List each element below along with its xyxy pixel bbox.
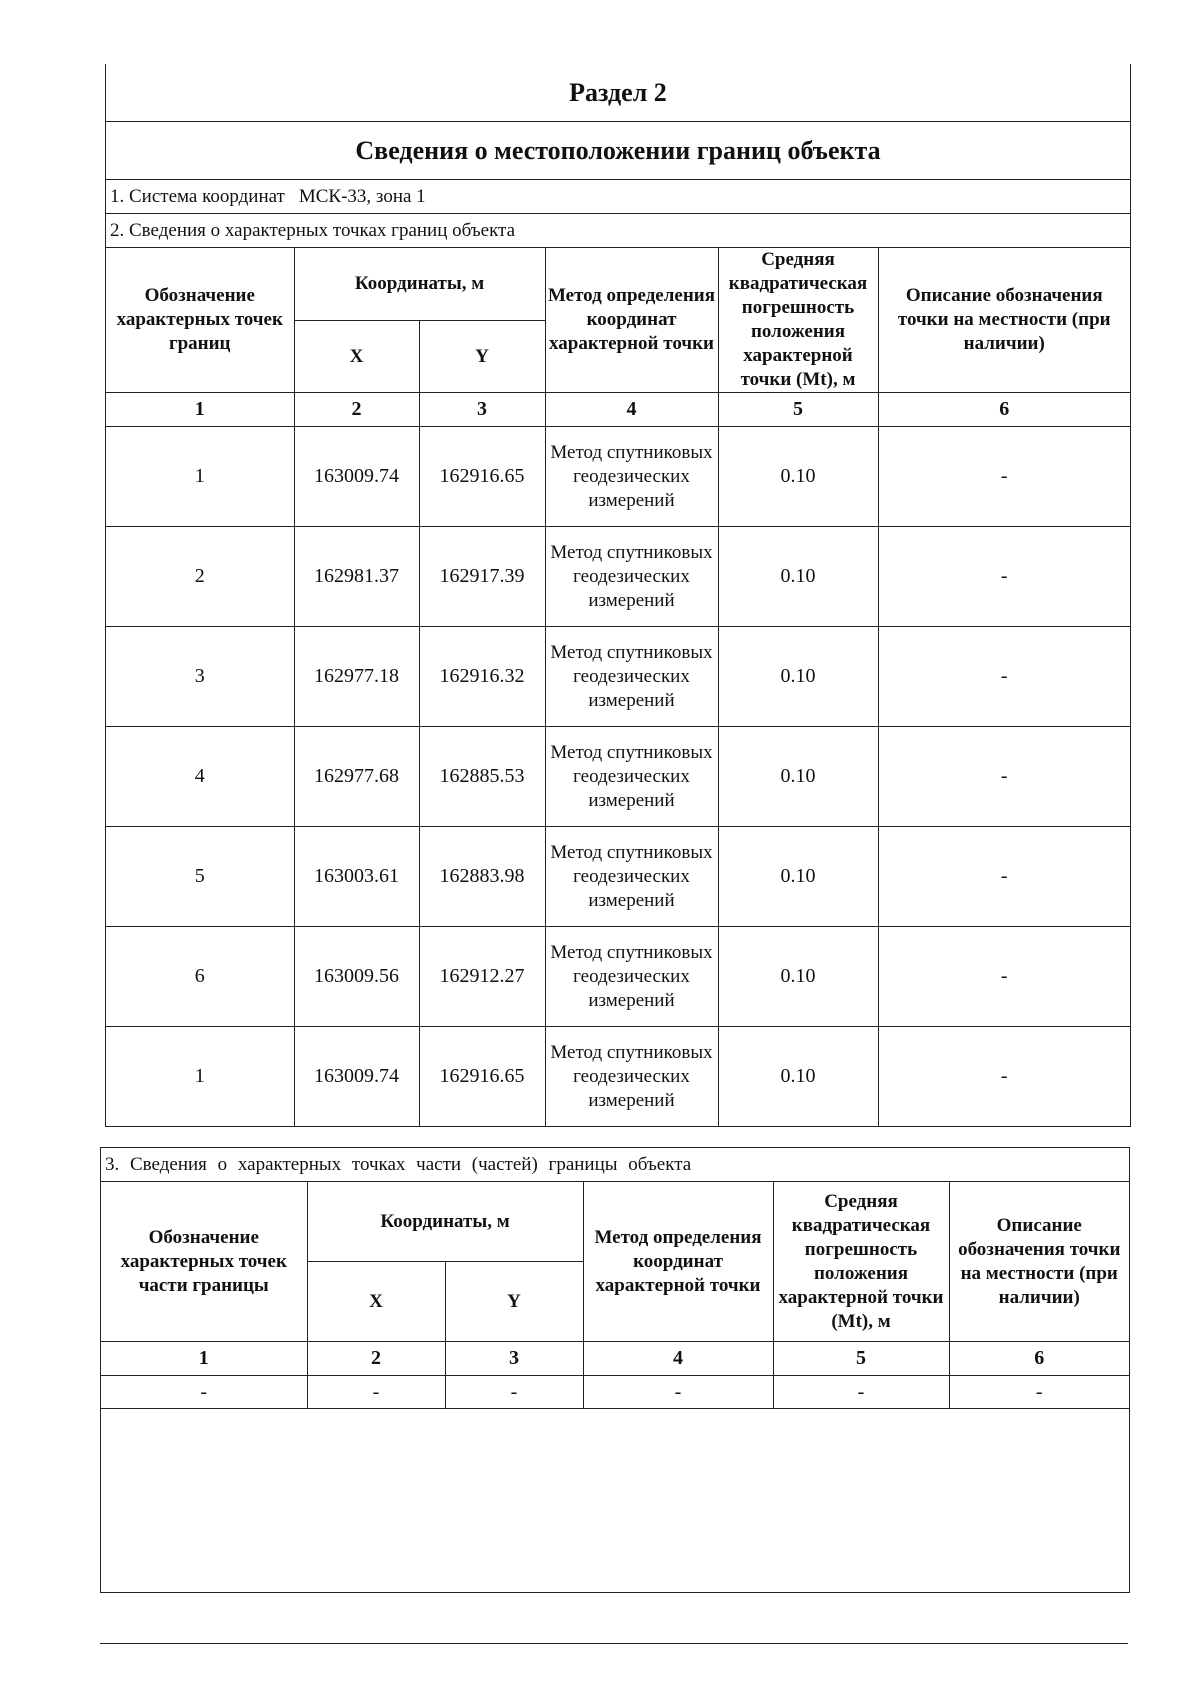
- point-method: Метод спутниковых геодезических измерений: [545, 727, 718, 827]
- column-number: 6: [878, 393, 1130, 427]
- point-name: 1: [106, 427, 294, 527]
- column-number: 2: [307, 1342, 445, 1376]
- table-row: [106, 527, 1130, 627]
- point-x: 162981.37: [294, 527, 419, 627]
- point-y: 162885.53: [419, 727, 545, 827]
- point-name: 3: [106, 627, 294, 727]
- column-number: 4: [545, 393, 718, 427]
- column-number: 1: [106, 393, 294, 427]
- point-description: -: [878, 627, 1130, 727]
- coordinate-system-value: МСК-33, зона 1: [298, 185, 426, 207]
- coordinate-system-label: 1. Система координат: [110, 185, 285, 207]
- column-number: 4: [583, 1342, 773, 1376]
- point-error: 0.10: [718, 727, 878, 827]
- coordinate-system-line: [106, 180, 1130, 214]
- point-description: -: [878, 927, 1130, 1027]
- table-row: [106, 427, 1130, 527]
- table-row: [101, 1376, 1129, 1409]
- header-description: Описание обозначения точки на местности (при наличии): [878, 248, 1130, 393]
- parts-section: [100, 1147, 1130, 1593]
- point-y: 162916.32: [419, 627, 545, 727]
- header-method: Метод определения координат характерной точки: [545, 248, 718, 393]
- parts-header-description: Описание обозначения точки на местности (при наличии): [949, 1182, 1129, 1342]
- part-x: -: [307, 1376, 445, 1409]
- point-x: 163009.74: [294, 1027, 419, 1127]
- point-y: 162912.27: [419, 927, 545, 1027]
- column-number: 2: [294, 393, 419, 427]
- table-row: [106, 1027, 1130, 1127]
- section-2-sheet: [105, 64, 1131, 1127]
- part-method: -: [583, 1376, 773, 1409]
- footer-rule: [100, 1643, 1128, 1644]
- point-name: 4: [106, 727, 294, 827]
- part-error: -: [773, 1376, 949, 1409]
- part-y: -: [445, 1376, 583, 1409]
- point-method: Метод спутниковых геодезических измерений: [545, 827, 718, 927]
- point-method: Метод спутниковых геодезических измерений: [545, 427, 718, 527]
- point-method: Метод спутниковых геодезических измерений: [545, 1027, 718, 1127]
- section-title: Раздел 2: [106, 64, 1130, 122]
- boundary-parts-table: [101, 1181, 1129, 1409]
- point-x: 163009.74: [294, 427, 419, 527]
- point-description: -: [878, 827, 1130, 927]
- header-x: X: [294, 321, 419, 393]
- boundary-points-table: [106, 247, 1130, 1127]
- blank-area: [101, 1409, 1129, 1593]
- point-method: Метод спутниковых геодезических измерений: [545, 627, 718, 727]
- point-error: 0.10: [718, 427, 878, 527]
- point-name: 6: [106, 927, 294, 1027]
- point-y: 162916.65: [419, 1027, 545, 1127]
- point-x: 162977.18: [294, 627, 419, 727]
- point-error: 0.10: [718, 1027, 878, 1127]
- parts-column-numbers-row: [101, 1342, 1129, 1376]
- parts-header-method: Метод определения координат характерной точки: [583, 1182, 773, 1342]
- point-name: 2: [106, 527, 294, 627]
- header-error: Средняя квадратическая погрешность положения характерной точки (Mt), м: [718, 248, 878, 393]
- point-description: -: [878, 1027, 1130, 1127]
- part-name: -: [101, 1376, 307, 1409]
- point-x: 162977.68: [294, 727, 419, 827]
- column-number: 5: [773, 1342, 949, 1376]
- column-number: 1: [101, 1342, 307, 1376]
- table-row: [106, 727, 1130, 827]
- point-name: 1: [106, 1027, 294, 1127]
- object-boundaries-title: Сведения о местоположении границ объекта: [106, 122, 1130, 180]
- point-y: 162883.98: [419, 827, 545, 927]
- part-description: -: [949, 1376, 1129, 1409]
- table-row: [106, 627, 1130, 727]
- point-method: Метод спутниковых геодезических измерений: [545, 527, 718, 627]
- point-description: -: [878, 527, 1130, 627]
- point-y: 162916.65: [419, 427, 545, 527]
- parts-header-designation: Обозначение характерных точек части границы: [101, 1182, 307, 1342]
- parts-header-coordinates: Координаты, м: [307, 1182, 583, 1262]
- points-heading: 2. Сведения о характерных точках границ объекта: [110, 219, 516, 241]
- parts-header-x: X: [307, 1262, 445, 1342]
- point-error: 0.10: [718, 527, 878, 627]
- parts-header-y: Y: [445, 1262, 583, 1342]
- table-row: [106, 827, 1130, 927]
- point-method: Метод спутниковых геодезических измерений: [545, 927, 718, 1027]
- point-error: 0.10: [718, 927, 878, 1027]
- point-x: 163003.61: [294, 827, 419, 927]
- point-description: -: [878, 427, 1130, 527]
- point-y: 162917.39: [419, 527, 545, 627]
- point-error: 0.10: [718, 827, 878, 927]
- column-number: 3: [419, 393, 545, 427]
- column-number: 3: [445, 1342, 583, 1376]
- column-number: 5: [718, 393, 878, 427]
- header-designation: Обозначение характерных точек границ: [106, 248, 294, 393]
- parts-heading: 3. Сведения о характерных точках части (частей) границы объекта: [101, 1147, 1129, 1181]
- point-error: 0.10: [718, 627, 878, 727]
- header-y: Y: [419, 321, 545, 393]
- parts-header-error: Средняя квадратическая погрешность положения характерной точки (Mt), м: [773, 1182, 949, 1342]
- column-number: 6: [949, 1342, 1129, 1376]
- table-row: [106, 927, 1130, 1027]
- point-description: -: [878, 727, 1130, 827]
- header-coordinates: Координаты, м: [294, 248, 545, 321]
- point-x: 163009.56: [294, 927, 419, 1027]
- column-numbers-row: [106, 393, 1130, 427]
- point-name: 5: [106, 827, 294, 927]
